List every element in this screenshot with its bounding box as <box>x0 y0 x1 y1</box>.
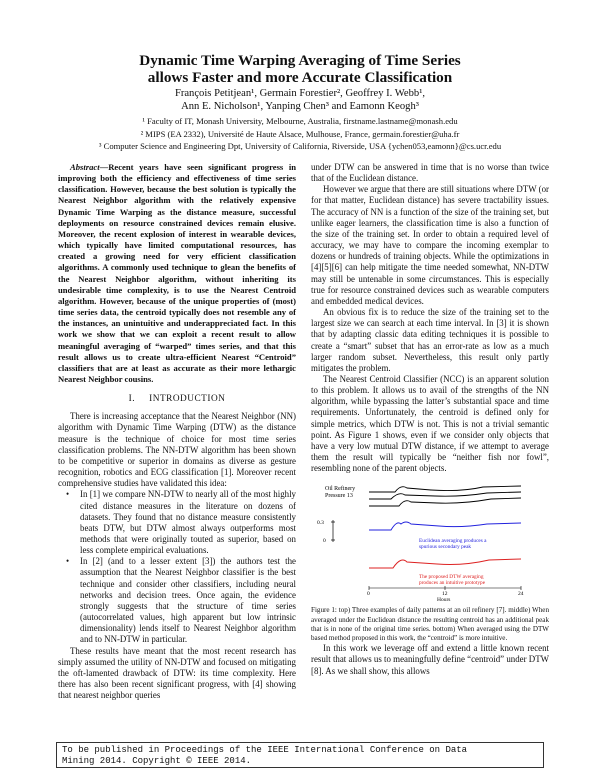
affiliation-1: ¹ Faculty of IT, Monash University, Melbourne, Australia, firstname.lastname@monash.edu <box>142 116 458 126</box>
y-tick-label-0: 0 <box>323 538 326 545</box>
right-paragraph-2: An obvious fix is to reduce the size of the training set to the largest size we can search at each time interval. In [3] it is shown that by adapting classic data editing techniques it is possible to create a “smart” subset that has an error-rate as low as a much larger random subset. Nevertheless, this result only partly mitigates the problem. <box>311 307 549 373</box>
affiliations <box>0 115 600 153</box>
dtw-average-line <box>369 559 521 568</box>
figure-1 <box>311 480 549 602</box>
figure-caption: Figure 1: top) Three examples of daily patterns at an oil refinery [7]. middle) When averaged under the Euclidean distance the resulting centroid has an additional peak that is in none of the original time series. bottom) When averaged using the DTW based method proposed in this work, the “centroid” is more intuitive. <box>311 606 549 642</box>
paper-title <box>0 52 600 86</box>
abstract <box>58 162 296 385</box>
title-line-2: allows Faster and more Accurate Classification <box>147 69 453 86</box>
bullet-text-1: In [1] we compare NN-DTW to nearly all of the most highly cited distance measures in the literature on dozens of datasets. They found that no distance measure consistently beats DTW, but DTW almost always outperforms most methods that were originally touted as superior, based on less complete empirical evaluations. <box>80 489 296 556</box>
dtw-note-line-1: The proposed DTW averaging <box>419 574 484 581</box>
x-axis-label: Hours <box>437 597 451 603</box>
right-paragraph-1: However we argue that there are still situations where DTW (or for that matter, Euclidean distance) has severe tractability issues. The accuracy of NN is a function of the size of the training set, but unlike eager learners, the classification time is also a function of the size of the training set. In order to obtain a required level of accuracy, we may have to compare the incoming exemplar to dozens or hundreds of training objects. While the optimizations in [4][5][6] can help mitigate the time needed somewhat, NN-DTW may still be untenable in some circumstances. This is especially true for resource constrained devices such as wearable computers and embedded medical devices. <box>311 184 549 306</box>
left-column <box>58 162 296 701</box>
affiliation-3: ³ Computer Science and Engineering Dpt, University of California, Riverside, USA {ychen053,eamonn}@cs.ucr.edu <box>98 141 502 151</box>
figure-label-line-1: Oil Refinery <box>325 486 356 493</box>
affiliation-2: ² MIPS (EA 2332), Université de Haute Alsace, Mulhouse, France, germain.forestier@uha.fr <box>140 128 460 139</box>
notice-line-1: To be published in Proceedings of the IEEE International Conference on Data <box>62 745 468 755</box>
intro-paragraph-1: There is increasing acceptance that the Nearest Neighbor (NN) algorithm with Dynamic Time Warping (DTW) as the distance measure is the technique of choice for most time series classification problems. The NN-DTW algorithm has been shown to be competitive or superior in domains as diverse as gesture recognition, robotics and ECG classification [1]. Moreover recent comprehensive studies have validated this idea: <box>58 411 296 489</box>
euclidean-average-line <box>369 522 521 530</box>
x-tick-label-24: 24 <box>518 591 524 598</box>
authors-line-1: François Petitjean¹, Germain Forestier², Geoffrey I. Webb¹, <box>174 88 426 99</box>
abstract-text: Recent years have seen significant progress in improving both the efficiency and effectiveness of time series classification. However, because the best solution is typically the Nearest Neighbor algorithm with the relatively expensive Dynamic Time Warping as the distance measure, successful deployments on resource constrained devices remain elusive. Moreover, the recent explosion of interest in wearable devices, which typically have limited computational resources, has created a growing need for very efficient classification algorithms. A commonly used technique to glean the benefits of the Nearest Neighbor algorithm, without inheriting its undesirable time complexity, is to use the Nearest Centroid algorithm. However, because of the unique properties of (most) time series data, the centroid typically does not resemble any of the instances, an unintuitive and underappreciated fact. In this work we show that we can exploit a recent result to allow meaningful averaging of “warped” times series, and that this result allows us to create ultra-efficient Nearest “Centroid” classifiers that are at least as accurate as their more lethargic Nearest Neighbor cousins. <box>58 162 296 384</box>
bullet-item-2 <box>58 556 296 645</box>
x-tick-label-0: 0 <box>367 591 370 598</box>
right-paragraph-4: In this work we leverage off and extend a little known recent result that allows us to meaningfully define “centroid” under DTW [8]. As we shall show, this allows <box>311 643 549 676</box>
abstract-label: Abstract— <box>70 162 109 172</box>
euclidean-note-line-2: spurious secondary peak <box>419 544 472 551</box>
right-column <box>311 162 549 677</box>
y-tick-label-0.3: 0.3 <box>317 520 324 527</box>
bullet-icon: • <box>66 556 70 567</box>
section-heading-introduction <box>58 394 296 405</box>
bullet-text-2: In [2] (and to a lesser extent [3]) the authors test the assumption that the Nearest Neighbor classifier is the best technique and consider other classifiers, including neural networks and decision trees. Once again, the evidence strongly suggests that the structure of time series (autocorrelated values, high apparent but low intrinsic dimensionality) lends itself to Nearest Neighbor algorithm and to NN-DTW in particular. <box>80 556 296 645</box>
intro-paragraph-2: These results have meant that the most recent research has simply assumed the utility of NN-DTW and focused on mitigating the oft-lamented drawback of DTW: its time complexity. Here there has also been recent significant progress, with [4] showing that nearest neighbor queries <box>58 645 296 701</box>
notice-line-2: Mining 2014. Copyright © IEEE 2014. <box>62 756 252 766</box>
right-paragraph-0: under DTW can be answered in time that is no worse than twice that of the Euclidean distance. <box>311 162 549 184</box>
refinery-series-3 <box>369 498 521 506</box>
refinery-series-1 <box>369 486 521 492</box>
section-number: I. <box>128 394 136 405</box>
x-tick-label-12: 12 <box>442 591 448 598</box>
right-paragraph-3: The Nearest Centroid Classifier (NCC) is an apparent solution to this problem. It allows us to avail of the strengths of the NN algorithm, while bypassing the latter’s substantial space and time requirements. Unfortunately, the centroid is defined only for simple metrics, which DTW is not. This is not a trivial semantic point. As Figure 1 shows, even if we consider only objects that have a very low mutual DTW distance, if we attempt to average them the result will typically be “neither fish nor fowl”, resembling none of the parent objects. <box>311 373 549 474</box>
dtw-note-line-2: produces an intuitive prototype <box>419 580 486 587</box>
figure-label-line-2: Pressure 13 <box>325 493 353 500</box>
author-list <box>0 87 600 113</box>
bullet-icon: • <box>66 489 70 500</box>
title-line-1: Dynamic Time Warping Averaging of Time Series <box>139 52 461 69</box>
publication-notice <box>56 742 544 768</box>
euclidean-note-line-1: Euclidean averaging produces a <box>419 538 487 545</box>
refinery-series-2 <box>369 492 521 499</box>
figure-1-plot <box>311 480 549 602</box>
bullet-item-1 <box>58 489 296 556</box>
section-title: INTRODUCTION <box>149 394 226 405</box>
authors-line-2: Ann E. Nicholson¹, Yanping Chen³ and Eamonn Keogh³ <box>181 101 419 112</box>
